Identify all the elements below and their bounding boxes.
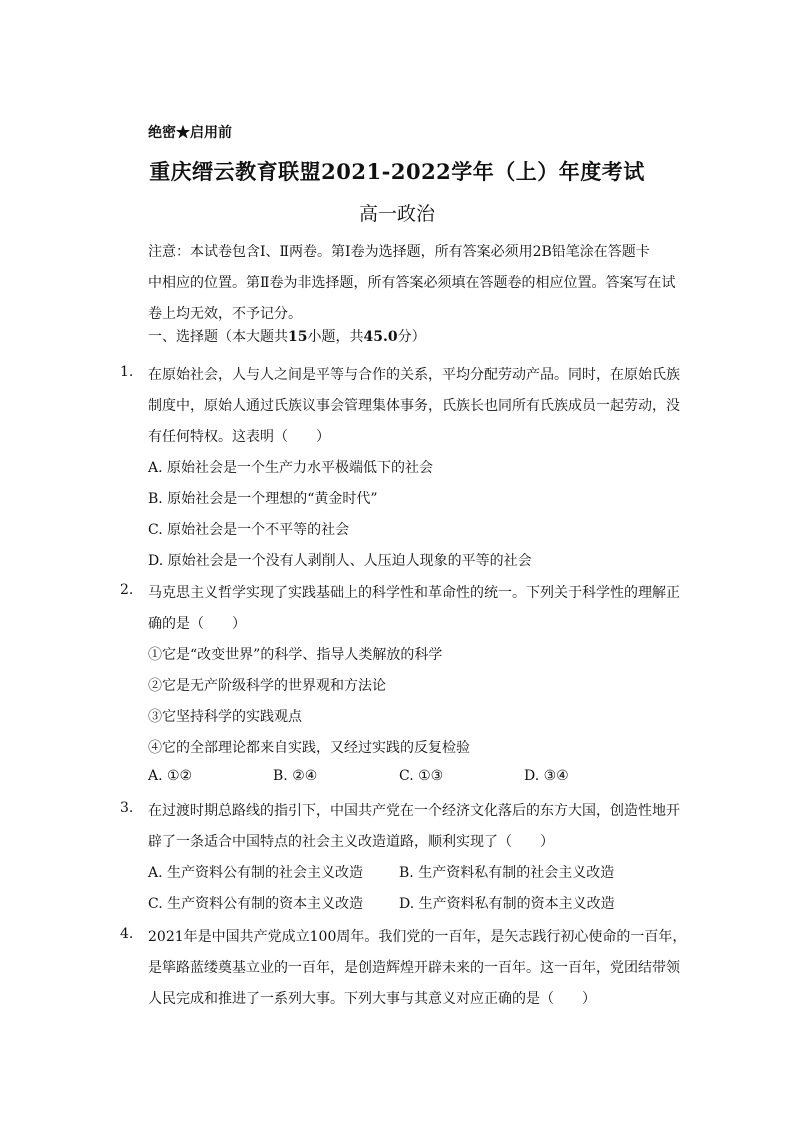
exam-notice (148, 237, 688, 330)
option-d[interactable]: D. ③④ (524, 768, 569, 784)
section-suffix: 分） (397, 329, 426, 345)
option-c[interactable]: C. 生产资料公有制的资本主义改造 (148, 896, 364, 912)
question-stem-line: 人民完成和推进了一系列大事。下列大事与其意义对应正确的是（ ） (148, 991, 596, 1007)
question-number: 4. (120, 926, 134, 942)
option-a[interactable]: A. 原始社会是一个生产力水平极端低下的社会 (148, 460, 434, 476)
section-count: 15 (288, 329, 308, 345)
notice-line: 注意：本试卷包含Ⅰ、Ⅱ两卷。第Ⅰ卷为选择题，所有答案必须用2B铅笔涂在答题卡 (148, 244, 650, 260)
exam-subject: 高一政治 (358, 203, 435, 225)
question-stem-line: 确的是（ ） (148, 616, 246, 632)
question-stem-line: 制度中，原始人通过氏族议事会管理集体事务，氏族长也同所有氏族成员一起劳动，没 (148, 398, 680, 414)
notice-line: 中相应的位置。第Ⅱ卷为非选择题，所有答案必须填在答题卷的相应位置。答案写在试 (148, 275, 676, 291)
question-stem-line: 马克思主义哲学实现了实践基础上的科学性和革命性的统一。下列关于科学性的理解正 (148, 585, 680, 601)
option-c[interactable]: C. 原始社会是一个不平等的社会 (148, 522, 350, 538)
question-stem-line: 是筚路蓝缕奠基立业的一百年，是创造辉煌开辟未来的一百年。这一百年，党团结带领 (148, 960, 680, 976)
option-b[interactable]: B. ②④ (273, 768, 318, 784)
statement-3: ③它坚持科学的实践观点 (148, 709, 302, 725)
question-stem-line: 有任何特权。这表明（ ） (148, 429, 330, 445)
question-stem-line: 2021年是中国共产党成立100周年。我们党的一百年，是矢志践行初心使命的一百年， (148, 929, 687, 945)
statement-2: ②它是无产阶级科学的世界观和方法论 (148, 678, 386, 694)
section-heading (148, 326, 426, 346)
section-mid: 小题，共 (307, 329, 364, 345)
question-stem-line: 在原始社会，人与人之间是平等与合作的关系，平均分配劳动产品。同时，在原始氏族 (148, 367, 680, 383)
statement-1: ①它是“改变世界”的科学、指导人类解放的科学 (148, 647, 443, 663)
question-stem-line: 辟了一条适合中国特点的社会主义改造道路，顺利实现了（ ） (148, 834, 554, 850)
section-score: 45.0 (363, 329, 398, 345)
statement-4: ④它的全部理论都来自实践，又经过实践的反复检验 (148, 740, 470, 756)
option-b[interactable]: B. 生产资料私有制的社会主义改造 (399, 865, 615, 881)
option-d[interactable]: D. 生产资料私有制的资本主义改造 (399, 896, 615, 912)
option-d[interactable]: D. 原始社会是一个没有人剥削人、人压迫人现象的平等的社会 (148, 553, 532, 569)
option-c[interactable]: C. ①③ (399, 768, 444, 784)
option-b[interactable]: B. 原始社会是一个理想的“黄金时代” (148, 491, 378, 507)
question-stem-line: 在过渡时期总路线的指引下，中国共产党在一个经济文化落后的东方大国，创造性地开 (148, 803, 680, 819)
option-a[interactable]: A. 生产资料公有制的社会主义改造 (148, 865, 364, 881)
exam-title: 重庆缙云教育联盟2021-2022学年（上）年度考试 (149, 159, 645, 184)
option-a[interactable]: A. ①② (148, 768, 193, 784)
confidential-label: 绝密★启用前 (148, 125, 232, 141)
question-number: 2. (120, 582, 134, 598)
question-number: 1. (120, 364, 134, 380)
section-prefix: 一、选择题（本大题共 (148, 329, 288, 345)
question-number: 3. (120, 800, 134, 816)
notice-line: 卷上均无效，不予记分。 (148, 306, 302, 322)
